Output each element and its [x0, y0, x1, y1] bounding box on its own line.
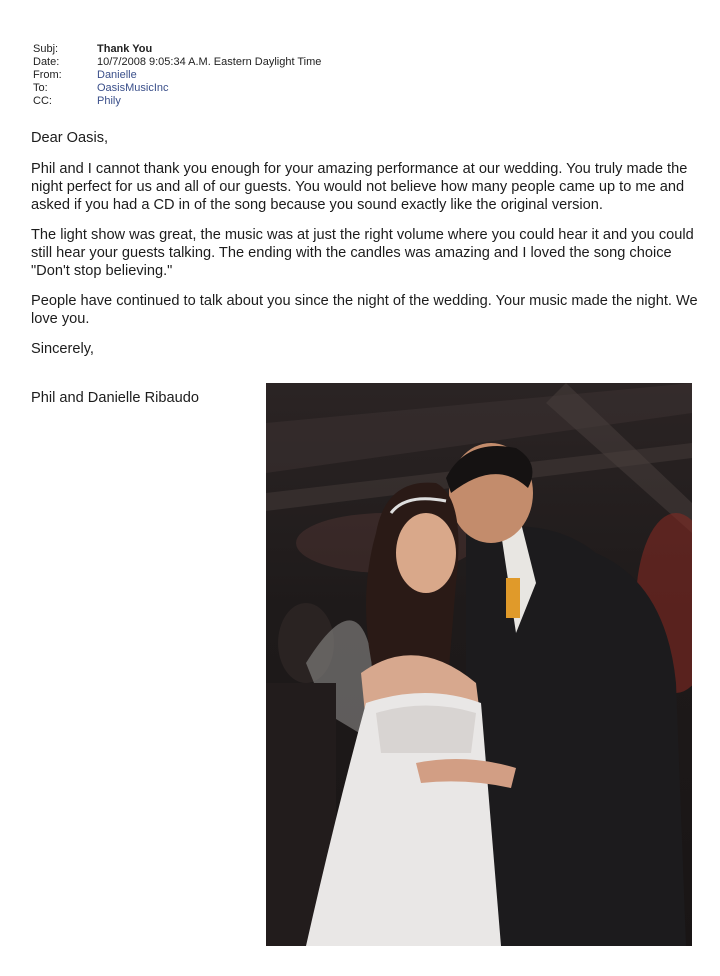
- header-label: To:: [33, 82, 48, 94]
- paragraph: People have continued to talk about you since the night of the wedding. Your music made the night. We love you.: [31, 293, 698, 327]
- email-header: [33, 43, 321, 108]
- header-row-cc: [33, 95, 321, 108]
- header-row-subject: [33, 43, 321, 56]
- paragraph: The light show was great, the music was at just the right volume where you could hear it and you could still hear your guests talking. The ending with the candles was amazing and I loved the song choice "Don't stop believing.": [31, 227, 694, 279]
- photo-illustration: [266, 383, 692, 946]
- date-value: 10/7/2008 9:05:34 A.M. Eastern Daylight Time: [97, 56, 322, 68]
- paragraph: Phil and I cannot thank you enough for your amazing performance at our wedding. You truly made the night perfect for us and all of our guests. You would not believe how many people came up to me and asked if you had a CD in of the song because you sound exactly like the original version.: [31, 161, 688, 213]
- closing: Sincerely,: [31, 341, 94, 357]
- to-link[interactable]: OasisMusicInc: [97, 82, 169, 94]
- cc-link[interactable]: Phily: [97, 95, 121, 107]
- greeting: Dear Oasis,: [31, 130, 109, 146]
- header-label: Date:: [33, 56, 60, 68]
- header-label: Subj:: [33, 43, 59, 55]
- header-row-date: [33, 56, 321, 69]
- from-link[interactable]: Danielle: [97, 69, 137, 81]
- header-label: From:: [33, 69, 62, 81]
- header-row-from: [33, 69, 321, 82]
- signature: Phil and Danielle Ribaudo: [31, 390, 199, 406]
- header-label: CC:: [33, 95, 52, 107]
- subject-value: Thank You: [97, 43, 153, 55]
- wedding-couple-photo: [266, 383, 692, 946]
- header-row-to: [33, 82, 321, 95]
- email-body: [31, 129, 701, 370]
